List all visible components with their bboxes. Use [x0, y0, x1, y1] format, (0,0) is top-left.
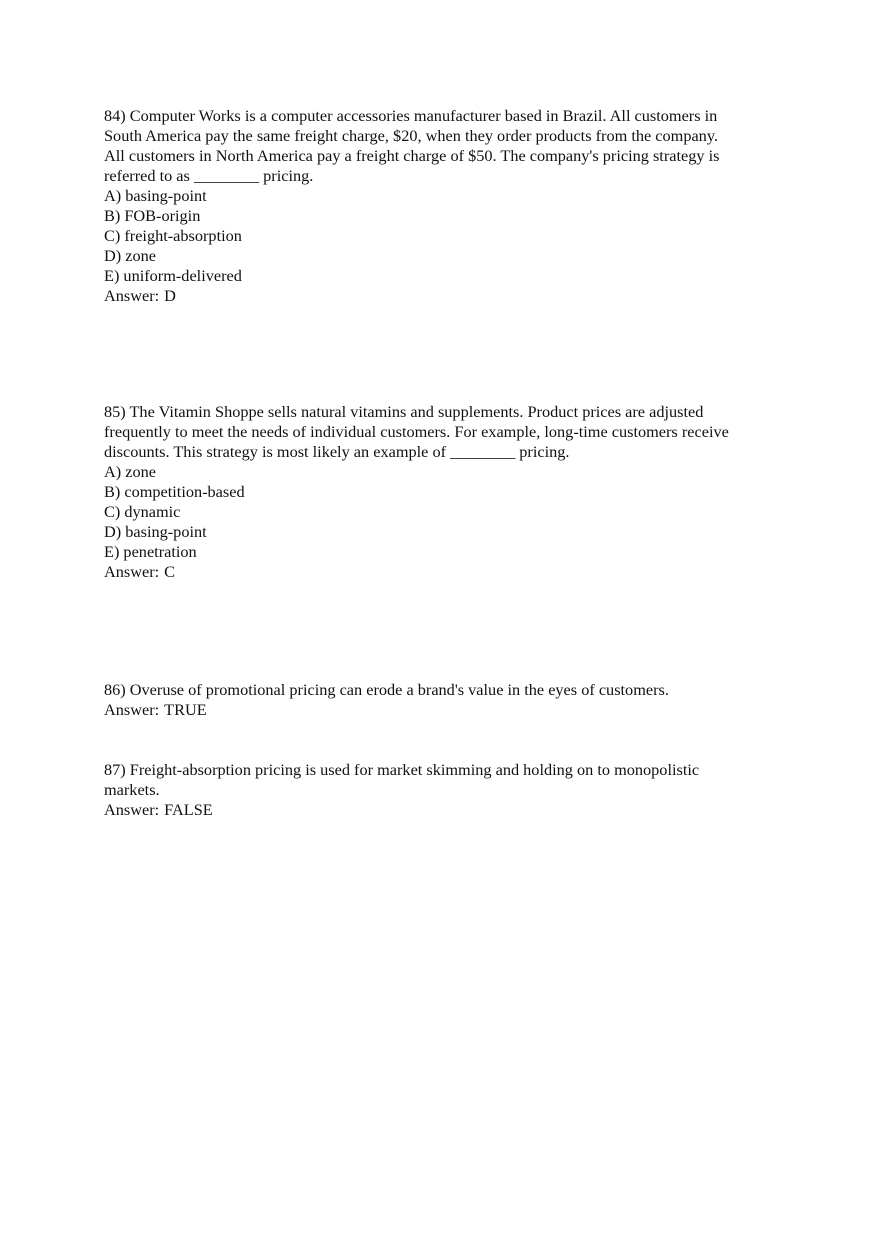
answer-option-a: A) zone	[104, 462, 156, 481]
answer-option-b: B) competition-based	[104, 482, 245, 501]
answer-option-c: C) freight-absorption	[104, 226, 242, 245]
question-text-line: frequently to meet the needs of individual customers. For example, long-time customers receive	[104, 422, 729, 441]
answer-option-c: C) dynamic	[104, 502, 181, 521]
answer-label: Answer:	[104, 286, 160, 305]
question-text-line: South America pay the same freight charge, $20, when they order products from the company.	[104, 126, 718, 145]
question-text-line: 85) The Vitamin Shoppe sells natural vitamins and supplements. Product prices are adjusted	[104, 402, 704, 421]
question-text-line: 84) Computer Works is a computer accessories manufacturer based in Brazil. All customers in	[104, 106, 718, 125]
answer-line	[104, 286, 784, 306]
answer-label: Answer:	[104, 800, 160, 819]
question-text-line: All customers in North America pay a freight charge of $50. The company's pricing strategy is	[104, 146, 720, 165]
answer-value: FALSE	[164, 800, 213, 819]
answer-option-d: D) basing-point	[104, 522, 207, 541]
answer-option-e: E) uniform-delivered	[104, 266, 242, 285]
answer-label: Answer:	[104, 562, 160, 581]
question-87	[104, 760, 784, 820]
answer-line	[104, 800, 784, 820]
answer-value: TRUE	[164, 700, 207, 719]
question-text-line: referred to as ________ pricing.	[104, 166, 314, 185]
question-text-line: 86) Overuse of promotional pricing can erode a brand's value in the eyes of customers.	[104, 680, 669, 699]
question-84	[104, 106, 784, 306]
answer-option-a: A) basing-point	[104, 186, 207, 205]
answer-value: C	[164, 562, 176, 581]
answer-option-d: D) zone	[104, 246, 156, 265]
answer-option-e: E) penetration	[104, 542, 197, 561]
question-86	[104, 680, 784, 720]
answer-line	[104, 700, 784, 720]
question-text-line: 87) Freight-absorption pricing is used for market skimming and holding on to monopolistic	[104, 760, 700, 779]
question-85	[104, 402, 784, 582]
answer-value: D	[164, 286, 176, 305]
answer-label: Answer:	[104, 700, 160, 719]
question-text-line: markets.	[104, 780, 160, 799]
answer-option-b: B) FOB-origin	[104, 206, 201, 225]
question-text-line: discounts. This strategy is most likely an example of ________ pricing.	[104, 442, 570, 461]
answer-line	[104, 562, 784, 582]
